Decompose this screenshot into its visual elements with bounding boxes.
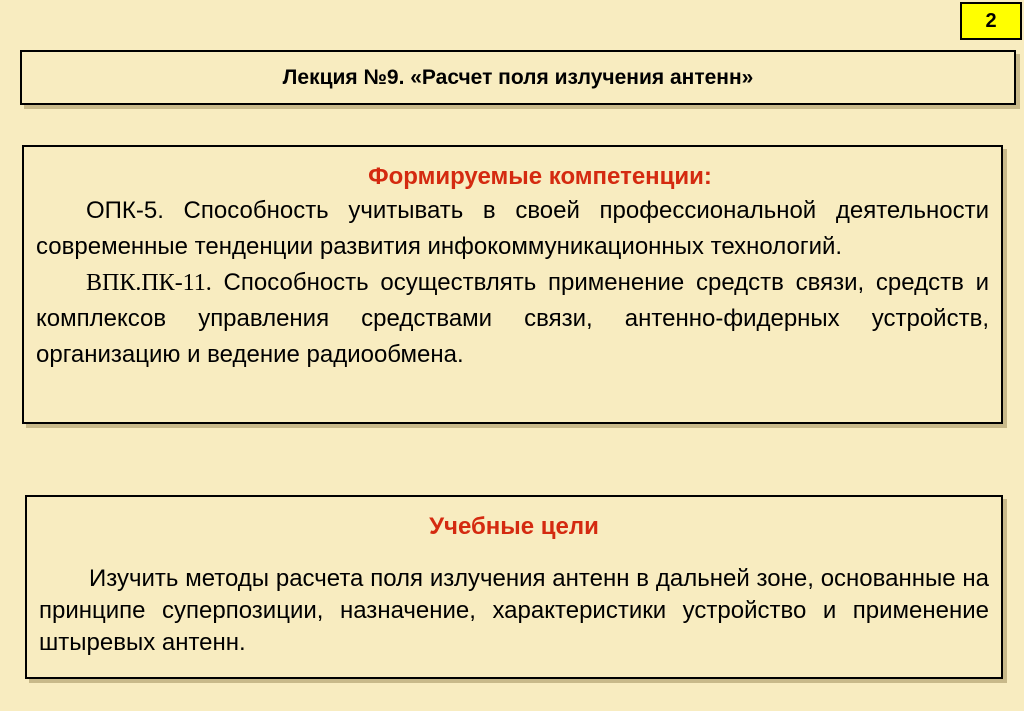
goals-box (25, 495, 1003, 679)
competency-vpk-pk11 (36, 265, 989, 373)
competencies-box (22, 145, 1003, 424)
competency-text: Способность учитывать в своей профессиональной деятельности современные тенденции развития инфокоммуникационных технологий. (36, 197, 989, 260)
goals-heading: Учебные цели (429, 513, 599, 540)
competency-opk5 (36, 193, 989, 265)
competency-code: ВПК.ПК-11. (86, 270, 212, 296)
goals-text: Изучить методы расчета поля излучения антенн в дальней зоне, основанные на принципе суперпозиции, назначение, характеристики устройство и применение штыревых антенн. (39, 565, 989, 656)
goals-spacer (39, 543, 989, 563)
competency-text: Способность осуществлять применение средств связи, средств и комплексов управления средствами связи, антенно-фидерных устройств, организацию и ведение радиообмена. (36, 269, 989, 368)
page-number-badge: 2 (960, 2, 1022, 40)
competencies-heading: Формируемые компетенции: (368, 163, 712, 190)
lecture-title-box (20, 50, 1016, 105)
lecture-title: Лекция №9. «Расчет поля излучения антенн» (282, 65, 754, 89)
competency-code: ОПК-5. (86, 197, 164, 224)
